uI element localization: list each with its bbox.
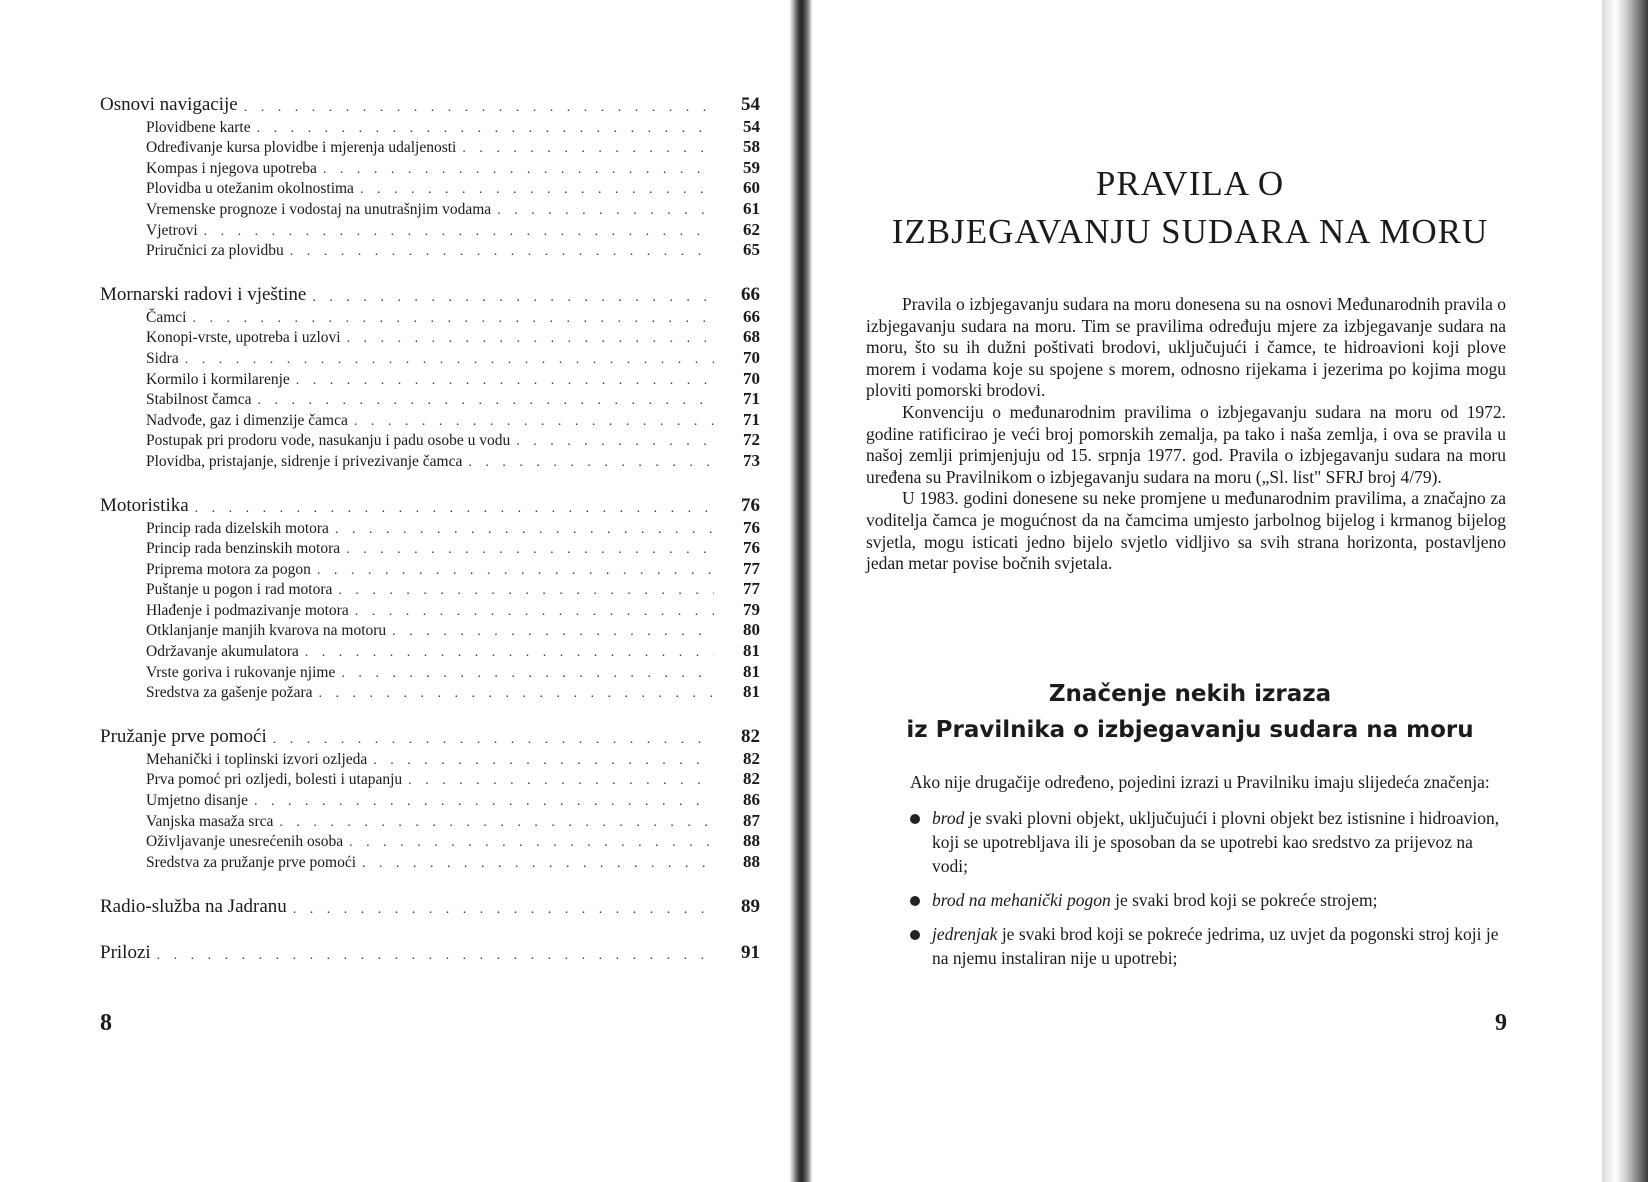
toc-entry-page: 71 [743,389,760,409]
toc-leader-dots [338,583,714,599]
toc-entry [100,178,760,199]
definitions-intro: Ako nije drugačije određeno, pojedini izrazi u Pravilniku imaju slijedeća značenja: [910,772,1490,792]
toc-heading-page: 54 [741,94,760,115]
toc-entry-label: Nadvođe, gaz i dimenzije čamca [146,411,348,429]
definition-text: je svaki plovni objekt, uključujući i plovni objekt bez istisnine i hidroavion, koji se upotrebljava ili je sposoban da se upotrebi kao sredstvo za prijevoz na vodi; [932,808,1500,876]
toc-entry-label: Priručnici za plovidbu [146,242,284,260]
book-spine [790,0,812,1182]
toc-entry [100,810,760,831]
toc-leader-dots [296,373,714,389]
page-number-right: 9 [1495,1010,1507,1036]
definition-item [880,888,1510,912]
toc-entry [100,789,760,810]
toc-leader-dots [185,352,714,368]
toc-entry-page: 70 [743,347,760,367]
definition-term: jedrenjak [932,924,998,944]
toc-entry-label: Otklanjanje manjih kvarova na motoru [146,622,387,640]
toc-heading-label: Mornarski radovi i vještine [100,284,307,306]
toc-leader-dots [290,244,714,260]
toc-entry [100,517,760,538]
toc-heading-label: Pružanje prve pomoći [100,726,267,748]
toc-entry-label: Vrste goriva i rukovanje njime [146,663,336,681]
intro-text [866,294,1506,575]
toc-entry-page: 76 [743,517,760,537]
chapter-title [870,160,1510,256]
toc-leader-dots [349,835,714,851]
toc-entry [100,157,760,178]
toc-leader-dots [312,290,714,306]
toc-entry [100,620,760,641]
toc-entry-page: 66 [743,306,760,326]
toc-entry-page: 79 [743,599,760,619]
toc-entry-label: Stabilnost čamca [146,391,252,409]
toc-heading [100,712,760,748]
toc-heading-label: Prilozi [100,941,151,963]
toc-leader-dots [244,100,714,116]
toc-leader-dots [257,121,714,137]
toc-entry [100,558,760,579]
definition-text: je svaki brod koji se pokreće strojem; [1110,890,1378,910]
toc-entry-label: Kormilo i kormilarenje [146,370,290,388]
toc-entry-label: Puštanje u pogon i rad motora [146,581,333,599]
chapter-title-line-2: IZBJEGAVANJU SUDARA NA MORU [891,212,1489,251]
toc-entry-page: 76 [743,538,760,558]
left-page [0,0,790,1182]
toc-entry [100,306,760,327]
toc-leader-dots [305,645,714,661]
toc-entry-page: 71 [743,409,760,429]
chapter-title-line-1: PRAVILA O [1095,164,1285,203]
toc-entry-page: 62 [743,219,760,239]
toc-entry [100,748,760,769]
toc-entry-page: 77 [743,579,760,599]
toc-leader-dots [335,522,714,538]
page-edge [1602,0,1648,1182]
toc-leader-dots [347,331,714,347]
toc-entry [100,640,760,661]
toc-entry-label: Vjetrovi [146,221,198,239]
toc-entry [100,389,760,410]
toc-entry-page: 86 [743,790,760,810]
bullet-icon [910,814,920,824]
toc-entry-page: 81 [743,641,760,661]
toc-leader-dots [254,794,714,810]
toc-leader-dots [157,948,714,964]
toc-leader-dots [204,224,714,240]
toc-entry [100,116,760,137]
definition-term: brod [932,808,965,828]
toc-entry-page: 68 [743,327,760,347]
toc-entry [100,661,760,682]
intro-paragraph: U 1983. godini donesene su neke promjene u međunarodnim pravilima, a značajno za voditelja čamca je mogućnost da na čamcima umjesto jarbolnog bijelog i krmanog bijelog svjetla, mogu isticati jedno bijelo svjetlo vidljivo sa svih strana horizonta, postavljeno jedan metar povise bočnih svjetala. [866,488,1506,574]
toc-entry-page: 70 [743,368,760,388]
toc-entry-label: Plovidba, pristajanje, sidrenje i privezivanje čamca [146,452,463,470]
toc-heading-label: Radio-služba na Jadranu [100,895,287,917]
toc-entry-label: Plovidba u otežanim okolnostima [146,180,354,198]
bullet-icon [910,930,920,940]
toc-entry-label: Sredstva za pružanje prve pomoći [146,853,357,871]
toc-leader-dots [373,753,714,769]
toc-entry-label: Konopi-vrste, upotreba i uzlovi [146,329,341,347]
toc-entry [100,769,760,790]
toc-entry [100,851,760,872]
toc-section [100,481,760,702]
toc-heading-page: 82 [741,726,760,748]
toc-entry [100,831,760,852]
toc-entry [100,219,760,240]
toc-leader-dots [497,203,714,219]
toc-entry-label: Sredstva za gašenje požara [146,684,313,702]
definition-item [880,806,1510,878]
toc-leader-dots [273,732,714,748]
toc-leader-dots [346,542,714,558]
toc-heading [100,928,760,964]
toc-heading-label: Osnovi navigacije [100,94,238,115]
toc-entry-page: 87 [743,810,760,830]
toc-heading [100,80,760,116]
toc-entry [100,579,760,600]
toc-entry-label: Plovidbene karte [146,118,251,136]
toc-entry-label: Umjetno disanje [146,792,249,810]
toc-entry-page: 59 [743,157,760,177]
toc-leader-dots [293,902,714,918]
toc-heading-label: Motoristika [100,494,189,516]
toc-heading-page: 76 [741,494,760,516]
toc-entry-label: Oživljavanje unesrećenih osoba [146,833,344,851]
toc-entry [100,430,760,451]
toc-leader-dots [279,815,714,831]
toc-heading [100,270,760,306]
toc-entry-page: 82 [743,748,760,768]
toc-entry-page: 88 [743,851,760,871]
toc-entry-label: Vremenske prognoze i vodostaj na unutrašnjim vodama [146,200,492,218]
toc-entry [100,450,760,471]
toc-leader-dots [323,162,714,178]
toc-leader-dots [195,501,714,517]
section-title-line-1: Značenje nekih izraza [1048,681,1332,707]
toc-entry-page: 60 [743,178,760,198]
toc-entry-page: 61 [743,198,760,218]
toc-entry-label: Kompas i njegova upotreba [146,159,317,177]
toc-section [100,928,760,964]
toc-section [100,882,760,918]
toc-leader-dots [354,414,714,430]
toc-entry-page: 58 [743,137,760,157]
toc-leader-dots [468,455,714,471]
toc-section [100,712,760,872]
toc-entry-page: 81 [743,661,760,681]
toc-leader-dots [408,773,714,789]
definition-text: je svaki brod koji se pokreće jedrima, uz uvjet da pogonski stroj koji je na njemu instaliran nije u upotrebi; [932,924,1499,968]
toc-leader-dots [392,624,714,640]
toc-entry-label: Čamci [146,308,187,326]
toc-leader-dots [341,666,714,682]
toc-entry-label: Princip rada dizelskih motora [146,519,329,537]
toc-leader-dots [257,393,714,409]
toc-leader-dots [319,686,714,702]
toc-entry-label: Mehanički i toplinski izvori ozljeda [146,750,368,768]
toc-heading-page: 66 [741,284,760,306]
toc-entry-label: Princip rada benzinskih motora [146,540,341,558]
toc-entry [100,240,760,261]
definition-term: brod na mehanički pogon [932,890,1111,910]
toc-entry-page: 65 [743,240,760,260]
toc-entry [100,409,760,430]
toc-heading-page: 89 [741,895,760,917]
toc-entry-page: 88 [743,831,760,851]
toc-heading [100,481,760,517]
toc-heading-page: 91 [741,941,760,963]
toc-leader-dots [192,311,714,327]
toc-section [100,80,760,260]
toc-entry-page: 72 [743,430,760,450]
toc-entry-page: 81 [743,682,760,702]
toc-entry-page: 77 [743,558,760,578]
toc-entry [100,198,760,219]
toc-entry-page: 80 [743,620,760,640]
toc-entry [100,327,760,348]
toc-entry-page: 73 [743,450,760,470]
toc-entry [100,599,760,620]
toc-leader-dots [355,604,714,620]
definition-item [880,922,1510,970]
toc-entry-label: Priprema motora za pogon [146,560,311,578]
table-of-contents [100,80,760,974]
toc-entry-label: Postupak pri prodoru vode, nasukanju i padu osobe u vodu [146,432,511,450]
toc-entry-label: Prva pomoć pri ozljedi, bolesti i utapanju [146,771,403,789]
intro-paragraph: Pravila o izbjegavanju sudara na moru donesena su na osnovi Međunarodnih pravila o izbjegavanju sudara na moru. Tim se pravilima određuju mjere za izbjegavanje sudara na moru, što su ih dužni poštivati brodovi, uključujući i čamce, te hidroavioni koji plove morem i vodama koje su spojene s morem, odnosno rijekama i jezerima po kojima mogu ploviti pomorski brodovi. [866,294,1506,401]
bullet-icon [910,896,920,906]
toc-leader-dots [317,563,714,579]
intro-paragraph: Konvenciju o međunarodnim pravilima o izbjegavanju sudara na moru od 1972. godine ratificirao je veći broj pomorskih zemalja, pa tako i naša zemlja, i ova se pravila u našoj zemlji primjenjuju od 15. srpnja 1977. god. Pravila o izbjegavanju sudara na moru uređena su Pravilnikom o izbjegavanju sudara na moru („Sl. list" SFRJ broj 4/79). [866,401,1506,487]
toc-section [100,270,760,471]
toc-entry [100,137,760,158]
page-number-left: 8 [100,1010,112,1036]
toc-entry-label: Održavanje akumulatora [146,643,299,661]
toc-entry-label: Vanjska masaža srca [146,812,274,830]
toc-entry-page: 54 [743,116,760,136]
toc-leader-dots [362,856,714,872]
definitions-list [880,770,1510,980]
toc-entry-label: Hlađenje i podmazivanje motora [146,601,349,619]
toc-entry [100,347,760,368]
toc-leader-dots [360,182,714,198]
toc-entry [100,538,760,559]
toc-entry-label: Sidra [146,349,179,367]
toc-entry [100,682,760,703]
section-title [870,676,1510,748]
section-title-line-2: iz Pravilnika o izbjegavanju sudara na moru [906,717,1474,743]
toc-entry [100,368,760,389]
toc-entry-label: Određivanje kursa plovidbe i mjerenja udaljenosti [146,139,457,157]
toc-entry-page: 82 [743,769,760,789]
toc-leader-dots [516,434,714,450]
toc-leader-dots [462,141,714,157]
toc-heading [100,882,760,918]
